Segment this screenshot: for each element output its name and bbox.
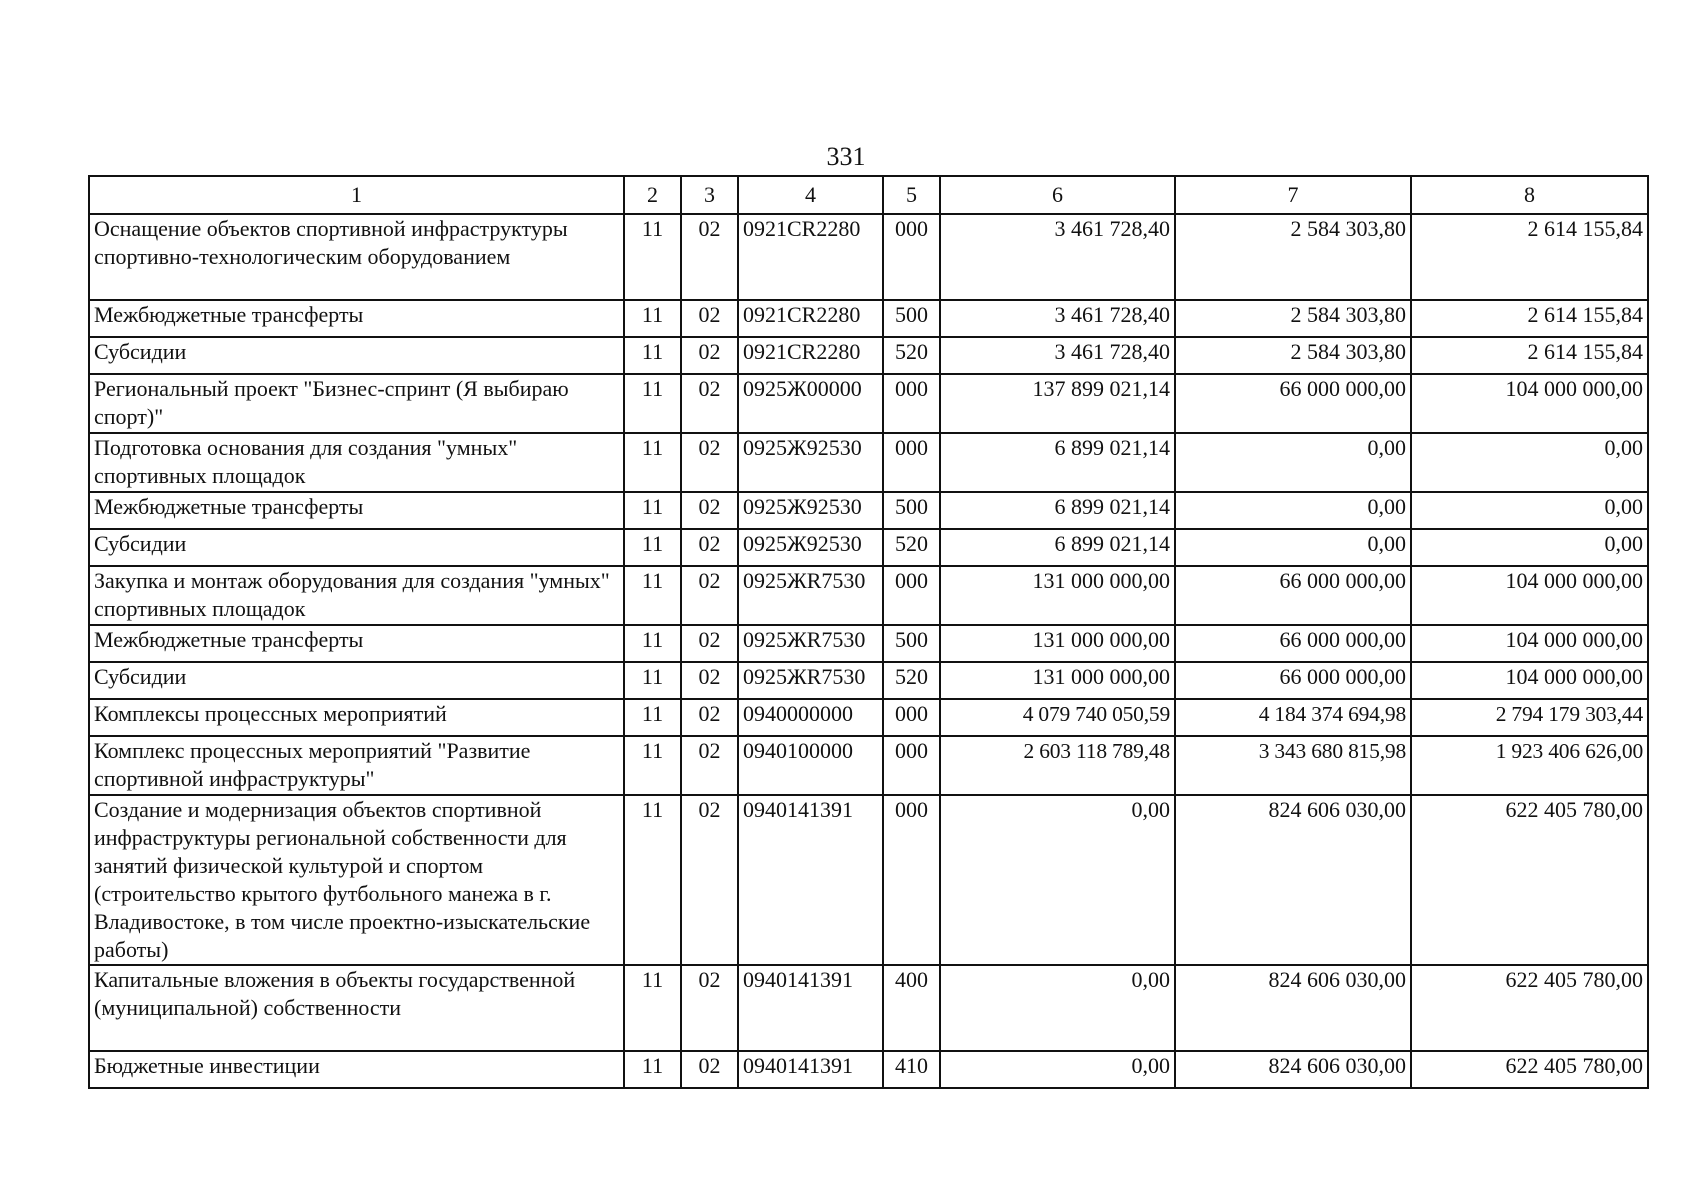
table-row (89, 566, 1648, 625)
subsection-code: 02 (681, 566, 738, 625)
amount-col-7: 2 584 303,80 (1175, 300, 1411, 337)
section-code: 11 (624, 1051, 681, 1088)
amount-col-8: 622 405 780,00 (1411, 795, 1648, 965)
row-name: Субсидии (89, 337, 624, 374)
amount-col-8: 0,00 (1411, 492, 1648, 529)
expense-type-code: 400 (883, 965, 940, 1051)
amount-col-8: 104 000 000,00 (1411, 566, 1648, 625)
target-article-code: 0925ЖR7530 (738, 566, 883, 625)
column-header-2: 2 (624, 176, 681, 214)
amount-col-6: 131 000 000,00 (940, 625, 1175, 662)
amount-col-8: 0,00 (1411, 433, 1648, 492)
table-row (89, 492, 1648, 529)
amount-col-7: 2 584 303,80 (1175, 214, 1411, 300)
table-row (89, 625, 1648, 662)
target-article-code: 0921CR2280 (738, 300, 883, 337)
subsection-code: 02 (681, 529, 738, 566)
expense-type-code: 000 (883, 795, 940, 965)
amount-col-6: 6 899 021,14 (940, 433, 1175, 492)
target-article-code: 0921CR2280 (738, 337, 883, 374)
subsection-code: 02 (681, 492, 738, 529)
expense-type-code: 000 (883, 433, 940, 492)
expense-type-code: 500 (883, 492, 940, 529)
table-row (89, 214, 1648, 300)
subsection-code: 02 (681, 1051, 738, 1088)
column-header-7: 7 (1175, 176, 1411, 214)
column-header-8: 8 (1411, 176, 1648, 214)
row-name: Капитальные вложения в объекты государственной (муниципальной) собственности (89, 965, 624, 1051)
amount-col-7: 3 343 680 815,98 (1175, 736, 1411, 795)
expense-type-code: 500 (883, 625, 940, 662)
target-article-code: 0940141391 (738, 965, 883, 1051)
target-article-code: 0921CR2280 (738, 214, 883, 300)
section-code: 11 (624, 337, 681, 374)
expense-type-code: 000 (883, 566, 940, 625)
row-name: Межбюджетные трансферты (89, 300, 624, 337)
column-header-6: 6 (940, 176, 1175, 214)
subsection-code: 02 (681, 965, 738, 1051)
section-code: 11 (624, 699, 681, 736)
amount-col-8: 2 614 155,84 (1411, 337, 1648, 374)
amount-col-6: 0,00 (940, 1051, 1175, 1088)
page-number: 331 (826, 142, 866, 171)
amount-col-6: 6 899 021,14 (940, 529, 1175, 566)
subsection-code: 02 (681, 300, 738, 337)
table-row (89, 699, 1648, 736)
section-code: 11 (624, 214, 681, 300)
amount-col-6: 6 899 021,14 (940, 492, 1175, 529)
header-row (89, 176, 1648, 214)
section-code: 11 (624, 300, 681, 337)
row-name: Закупка и монтаж оборудования для создания "умных" спортивных площадок (89, 566, 624, 625)
expense-type-code: 000 (883, 699, 940, 736)
expense-type-code: 520 (883, 529, 940, 566)
table-row (89, 662, 1648, 699)
target-article-code: 0925Ж92530 (738, 529, 883, 566)
row-name: Межбюджетные трансферты (89, 492, 624, 529)
row-name: Субсидии (89, 529, 624, 566)
target-article-code: 0925Ж92530 (738, 492, 883, 529)
expense-type-code: 520 (883, 337, 940, 374)
expense-type-code: 410 (883, 1051, 940, 1088)
column-header-5: 5 (883, 176, 940, 214)
subsection-code: 02 (681, 214, 738, 300)
section-code: 11 (624, 433, 681, 492)
amount-col-7: 824 606 030,00 (1175, 965, 1411, 1051)
target-article-code: 0925ЖR7530 (738, 662, 883, 699)
amount-col-8: 104 000 000,00 (1411, 625, 1648, 662)
table-row (89, 374, 1648, 433)
expense-type-code: 500 (883, 300, 940, 337)
amount-col-7: 66 000 000,00 (1175, 374, 1411, 433)
amount-col-6: 2 603 118 789,48 (940, 736, 1175, 795)
amount-col-6: 131 000 000,00 (940, 662, 1175, 699)
amount-col-7: 4 184 374 694,98 (1175, 699, 1411, 736)
subsection-code: 02 (681, 662, 738, 699)
column-header-4: 4 (738, 176, 883, 214)
row-name: Подготовка основания для создания "умных" спортивных площадок (89, 433, 624, 492)
row-name: Создание и модернизация объектов спортивной инфраструктуры региональной собственности для занятий физической культурой и спортом (строительство крытого футбольного манежа в г. Владивостоке, в том числе проектно-изыскательские работы) (89, 795, 624, 965)
amount-col-6: 3 461 728,40 (940, 300, 1175, 337)
section-code: 11 (624, 566, 681, 625)
amount-col-6: 131 000 000,00 (940, 566, 1175, 625)
section-code: 11 (624, 529, 681, 566)
table-row (89, 1051, 1648, 1088)
amount-col-8: 0,00 (1411, 529, 1648, 566)
row-name: Оснащение объектов спортивной инфраструктуры спортивно-технологическим оборудованием (89, 214, 624, 300)
amount-col-7: 66 000 000,00 (1175, 625, 1411, 662)
section-code: 11 (624, 795, 681, 965)
amount-col-6: 0,00 (940, 965, 1175, 1051)
amount-col-8: 622 405 780,00 (1411, 1051, 1648, 1088)
subsection-code: 02 (681, 699, 738, 736)
amount-col-6: 137 899 021,14 (940, 374, 1175, 433)
amount-col-6: 3 461 728,40 (940, 337, 1175, 374)
column-header-1: 1 (89, 176, 624, 214)
row-name: Бюджетные инвестиции (89, 1051, 624, 1088)
amount-col-7: 66 000 000,00 (1175, 566, 1411, 625)
subsection-code: 02 (681, 795, 738, 965)
table-row (89, 337, 1648, 374)
expense-type-code: 000 (883, 214, 940, 300)
row-name: Комплекс процессных мероприятий "Развитие спортивной инфраструктуры" (89, 736, 624, 795)
amount-col-8: 2 614 155,84 (1411, 300, 1648, 337)
expense-type-code: 000 (883, 736, 940, 795)
budget-table (88, 175, 1649, 1089)
table-row (89, 529, 1648, 566)
column-header-3: 3 (681, 176, 738, 214)
row-name: Комплексы процессных мероприятий (89, 699, 624, 736)
amount-col-8: 2 794 179 303,44 (1411, 699, 1648, 736)
target-article-code: 0940100000 (738, 736, 883, 795)
amount-col-6: 4 079 740 050,59 (940, 699, 1175, 736)
expense-type-code: 520 (883, 662, 940, 699)
section-code: 11 (624, 492, 681, 529)
table-row (89, 736, 1648, 795)
subsection-code: 02 (681, 736, 738, 795)
table-row (89, 433, 1648, 492)
table-row (89, 965, 1648, 1051)
amount-col-6: 3 461 728,40 (940, 214, 1175, 300)
target-article-code: 0925Ж92530 (738, 433, 883, 492)
target-article-code: 0940000000 (738, 699, 883, 736)
target-article-code: 0925Ж00000 (738, 374, 883, 433)
target-article-code: 0925ЖR7530 (738, 625, 883, 662)
row-name: Субсидии (89, 662, 624, 699)
subsection-code: 02 (681, 374, 738, 433)
row-name: Межбюджетные трансферты (89, 625, 624, 662)
row-name: Региональный проект "Бизнес-спринт (Я выбираю спорт)" (89, 374, 624, 433)
table-row (89, 300, 1648, 337)
amount-col-7: 2 584 303,80 (1175, 337, 1411, 374)
subsection-code: 02 (681, 337, 738, 374)
section-code: 11 (624, 662, 681, 699)
amount-col-8: 622 405 780,00 (1411, 965, 1648, 1051)
amount-col-7: 0,00 (1175, 492, 1411, 529)
subsection-code: 02 (681, 625, 738, 662)
target-article-code: 0940141391 (738, 795, 883, 965)
section-code: 11 (624, 374, 681, 433)
amount-col-8: 104 000 000,00 (1411, 662, 1648, 699)
amount-col-8: 2 614 155,84 (1411, 214, 1648, 300)
expense-type-code: 000 (883, 374, 940, 433)
amount-col-7: 824 606 030,00 (1175, 1051, 1411, 1088)
section-code: 11 (624, 736, 681, 795)
amount-col-7: 0,00 (1175, 433, 1411, 492)
amount-col-8: 104 000 000,00 (1411, 374, 1648, 433)
amount-col-8: 1 923 406 626,00 (1411, 736, 1648, 795)
amount-col-7: 824 606 030,00 (1175, 795, 1411, 965)
amount-col-7: 0,00 (1175, 529, 1411, 566)
subsection-code: 02 (681, 433, 738, 492)
section-code: 11 (624, 625, 681, 662)
table-row (89, 795, 1648, 965)
amount-col-6: 0,00 (940, 795, 1175, 965)
target-article-code: 0940141391 (738, 1051, 883, 1088)
section-code: 11 (624, 965, 681, 1051)
amount-col-7: 66 000 000,00 (1175, 662, 1411, 699)
